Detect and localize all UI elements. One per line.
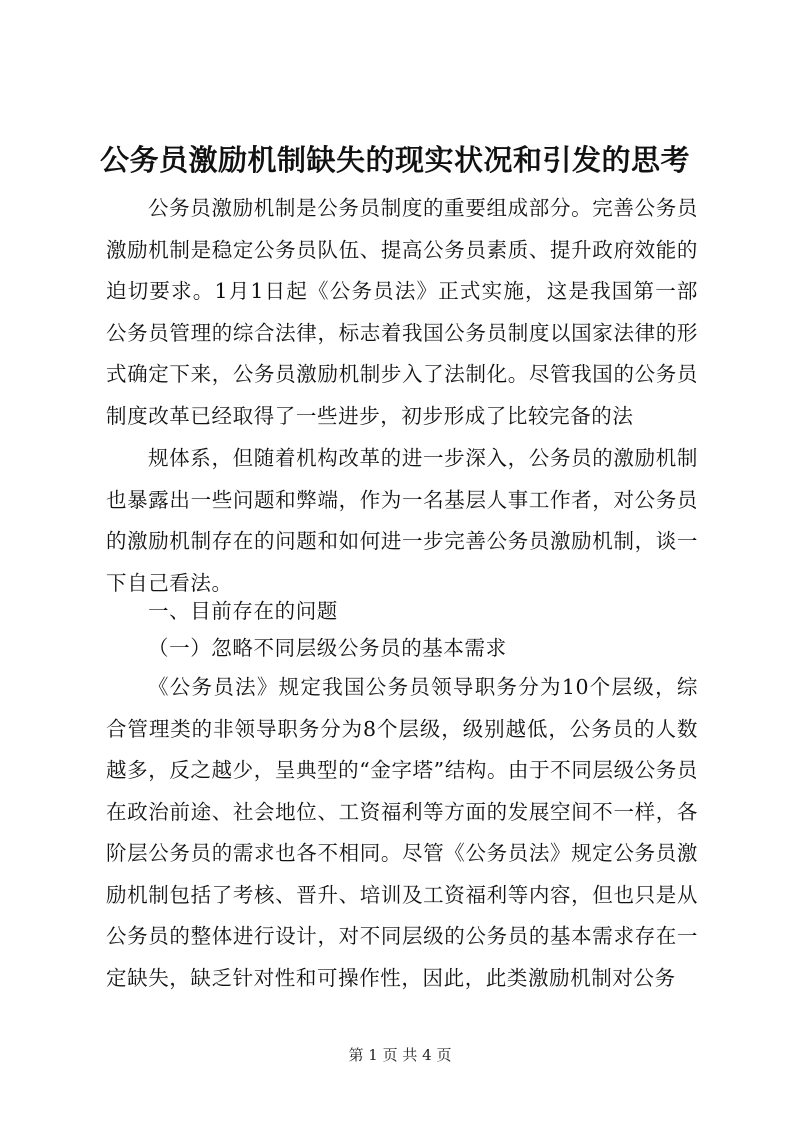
body-paragraph-section: 《公务员法》规定我国公务员领导职务分为10个层级，综合管理类的非领导职务分为8个层级，级别越低，公务员的人数越多，反之越少，呈典型的“金字塔”结构。由于不同层级公务员在政治前途、社会地位、工资福利等方面的发展空间不一样，各阶层公务员的需求也各不相同。尽管《公务员法》规定公务员激励机制包括了考核、晋升、培训及工资福利等内容，但也只是从公务员的整体进行设计，对不同层级的公务员的基本需求存在一定缺失，缺乏针对性和可操作性，因此，此类激励机制对公务 — [106, 675, 698, 990]
section-heading: 一、目前存在的问题 — [148, 599, 338, 623]
body-paragraph-intro: 公务员激励机制是公务员制度的重要组成部分。完善公务员激励机制是稳定公务员队伍、提高公务员素质、提升政府效能的迫切要求。1月1日起《公务员法》正式实施，这是我国第一部公务员管理的综合法律，标志着我国公务员制度以国家法律的形式确定下来，公务员激励机制步入了法制化。尽管我国的公务员制度改革已经取得了一些进步，初步形成了比较完备的法 — [106, 196, 698, 428]
page-footer: 第 1 页 共 4 页 — [348, 1046, 452, 1064]
document-title: 公务员激励机制缺失的现实状况和引发的思考 — [100, 143, 691, 177]
body-paragraph-continuation: 规体系，但随着机构改革的进一步深入，公务员的激励机制也暴露出一些问题和弊端，作为一名基层人事工作者，对公务员的激励机制存在的问题和如何进一步完善公务员激励机制，谈一下自己看法。 — [106, 446, 698, 595]
subsection-heading: （一）忽略不同层级公务员的基本需求 — [148, 636, 507, 660]
